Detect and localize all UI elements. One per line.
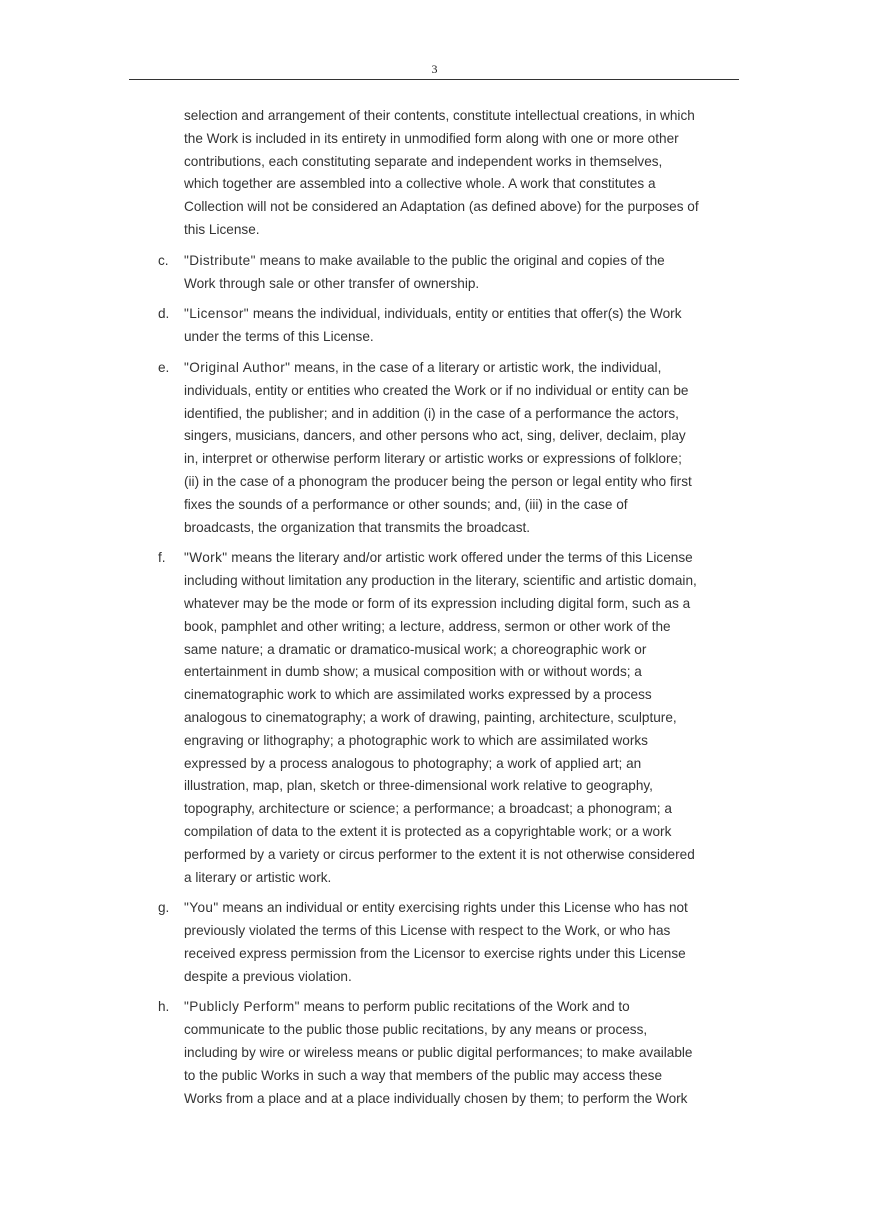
- license-definitions: [129, 105, 741, 1118]
- text-line: [184, 196, 741, 219]
- text-line: [184, 684, 741, 707]
- definition-item: [129, 897, 741, 988]
- line-text: to the public Works in such a way that members of the public may access these: [184, 1067, 663, 1083]
- text-line: [184, 128, 741, 151]
- text-line: [184, 844, 741, 867]
- text-line: [184, 897, 741, 920]
- line-text: individuals, entity or entities who created the Work or if no individual or entity can be: [184, 382, 689, 398]
- text-line: [184, 821, 741, 844]
- line-text: book, pamphlet and other writing; a lecture, address, sermon or other work of the: [184, 618, 671, 634]
- line-text: under the terms of this License.: [184, 329, 374, 345]
- list-marker: g.: [158, 900, 170, 916]
- line-text: which together are assembled into a collective whole. A work that constitutes a: [184, 176, 656, 192]
- line-text: compilation of data to the extent it is protected as a copyrightable work; or a work: [184, 823, 672, 839]
- defined-term: "Publicly Perform": [184, 999, 300, 1015]
- definition-item: [129, 357, 741, 539]
- line-text: Works from a place and at a place individually chosen by them; to perform the Work: [184, 1090, 688, 1106]
- text-line: [184, 403, 741, 426]
- line-text: received express permission from the Licensor to exercise rights under this License: [184, 945, 686, 961]
- definition-item: [129, 105, 741, 242]
- text-line: [184, 105, 741, 128]
- line-text: fixes the sounds of a performance or other sounds; and, (iii) in the case of: [184, 496, 628, 512]
- defined-term: "Licensor": [184, 306, 250, 322]
- line-text: communicate to the public those public recitations, by any means or process,: [184, 1022, 648, 1038]
- page-number: 3: [431, 62, 438, 76]
- text-line: [184, 326, 741, 349]
- line-text: analogous to cinematography; a work of drawing, painting, architecture, sculpture,: [184, 709, 677, 725]
- line-text: (ii) in the case of a phonogram the producer being the person or legal entity who first: [184, 473, 692, 489]
- text-line: [184, 380, 741, 403]
- text-line: [184, 303, 741, 326]
- text-line: [184, 173, 741, 196]
- text-line: [184, 920, 741, 943]
- list-marker: e.: [158, 359, 170, 375]
- text-line: [184, 448, 741, 471]
- line-text: this License.: [184, 221, 260, 237]
- line-text: same nature; a dramatic or dramatico-musical work; a choreographic work or: [184, 641, 647, 657]
- definition-item: [129, 250, 741, 296]
- definition-item: [129, 303, 741, 349]
- line-text: a literary or artistic work.: [184, 869, 332, 885]
- text-line: [184, 273, 741, 296]
- defined-term: "Work": [184, 550, 228, 566]
- line-text: expressed by a process analogous to photography; a work of applied art; an: [184, 755, 642, 771]
- text-line: [184, 494, 741, 517]
- line-text: means an individual or entity exercising rights under this License who has not: [218, 900, 688, 916]
- line-text: whatever may be the mode or form of its expression including digital form, such as a: [184, 595, 691, 611]
- definition-item: [129, 996, 741, 1110]
- text-line: [184, 730, 741, 753]
- text-line: [184, 1065, 741, 1088]
- text-line: [184, 1019, 741, 1042]
- text-line: [184, 661, 741, 684]
- definition-item: [129, 547, 741, 889]
- text-line: [184, 707, 741, 730]
- line-text: means to perform public recitations of the Work and to: [299, 999, 630, 1015]
- line-text: Collection will not be considered an Adaptation (as defined above) for the purposes of: [184, 199, 699, 215]
- list-marker: c.: [158, 252, 169, 268]
- text-line: [184, 471, 741, 494]
- text-line: [184, 357, 741, 380]
- list-marker: h.: [158, 999, 170, 1015]
- defined-term: "You": [184, 900, 219, 916]
- line-text: identified, the publisher; and in addition (i) in the case of a performance the actors,: [184, 405, 679, 421]
- line-text: means to make available to the public the original and copies of the: [255, 252, 665, 268]
- line-text: including by wire or wireless means or public digital performances; to make available: [184, 1045, 693, 1061]
- text-line: [184, 775, 741, 798]
- text-line: [184, 151, 741, 174]
- line-text: including without limitation any production in the literary, scientific and artistic domain,: [184, 573, 697, 589]
- text-line: [184, 639, 741, 662]
- line-text: Work through sale or other transfer of ownership.: [184, 275, 480, 291]
- list-marker: f.: [158, 550, 166, 566]
- line-text: entertainment in dumb show; a musical composition with or without words; a: [184, 664, 642, 680]
- line-text: singers, musicians, dancers, and other persons who act, sing, deliver, declaim, play: [184, 428, 686, 444]
- line-text: broadcasts, the organization that transmits the broadcast.: [184, 519, 531, 535]
- text-line: [184, 517, 741, 540]
- text-line: [184, 996, 741, 1019]
- header-rule: [129, 79, 739, 80]
- text-line: [184, 547, 741, 570]
- line-text: topography, architecture or science; a performance; a broadcast; a phonogram; a: [184, 801, 672, 817]
- text-line: [184, 798, 741, 821]
- line-text: in, interpret or otherwise perform literary or artistic works or expressions of folklore;: [184, 451, 682, 467]
- text-line: [184, 219, 741, 242]
- text-line: [184, 616, 741, 639]
- text-line: [184, 1088, 741, 1111]
- text-line: [184, 250, 741, 273]
- line-text: contributions, each constituting separate and independent works in themselves,: [184, 153, 663, 169]
- line-text: previously violated the terms of this License with respect to the Work, or who has: [184, 923, 671, 939]
- line-text: illustration, map, plan, sketch or three-dimensional work relative to geography,: [184, 778, 653, 794]
- line-text: selection and arrangement of their contents, constitute intellectual creations, in which: [184, 108, 695, 123]
- list-marker: d.: [158, 306, 170, 322]
- text-line: [184, 943, 741, 966]
- defined-term: "Distribute": [184, 252, 256, 268]
- text-line: [184, 425, 741, 448]
- text-line: [184, 1042, 741, 1065]
- line-text: despite a previous violation.: [184, 968, 352, 984]
- line-text: the Work is included in its entirety in unmodified form along with one or more other: [184, 130, 679, 146]
- text-line: [184, 966, 741, 989]
- line-text: cinematographic work to which are assimilated works expressed by a process: [184, 687, 652, 703]
- text-line: [184, 753, 741, 776]
- line-text: means the individual, individuals, entity or entities that offer(s) the Work: [249, 306, 682, 322]
- text-line: [184, 867, 741, 890]
- line-text: engraving or lithography; a photographic work to which are assimilated works: [184, 732, 648, 748]
- text-line: [184, 593, 741, 616]
- defined-term: "Original Author": [184, 359, 291, 375]
- text-line: [184, 570, 741, 593]
- line-text: means the literary and/or artistic work offered under the terms of this License: [227, 550, 693, 566]
- line-text: performed by a variety or circus performer to the extent it is not otherwise considered: [184, 846, 695, 862]
- line-text: means, in the case of a literary or artistic work, the individual,: [290, 359, 662, 375]
